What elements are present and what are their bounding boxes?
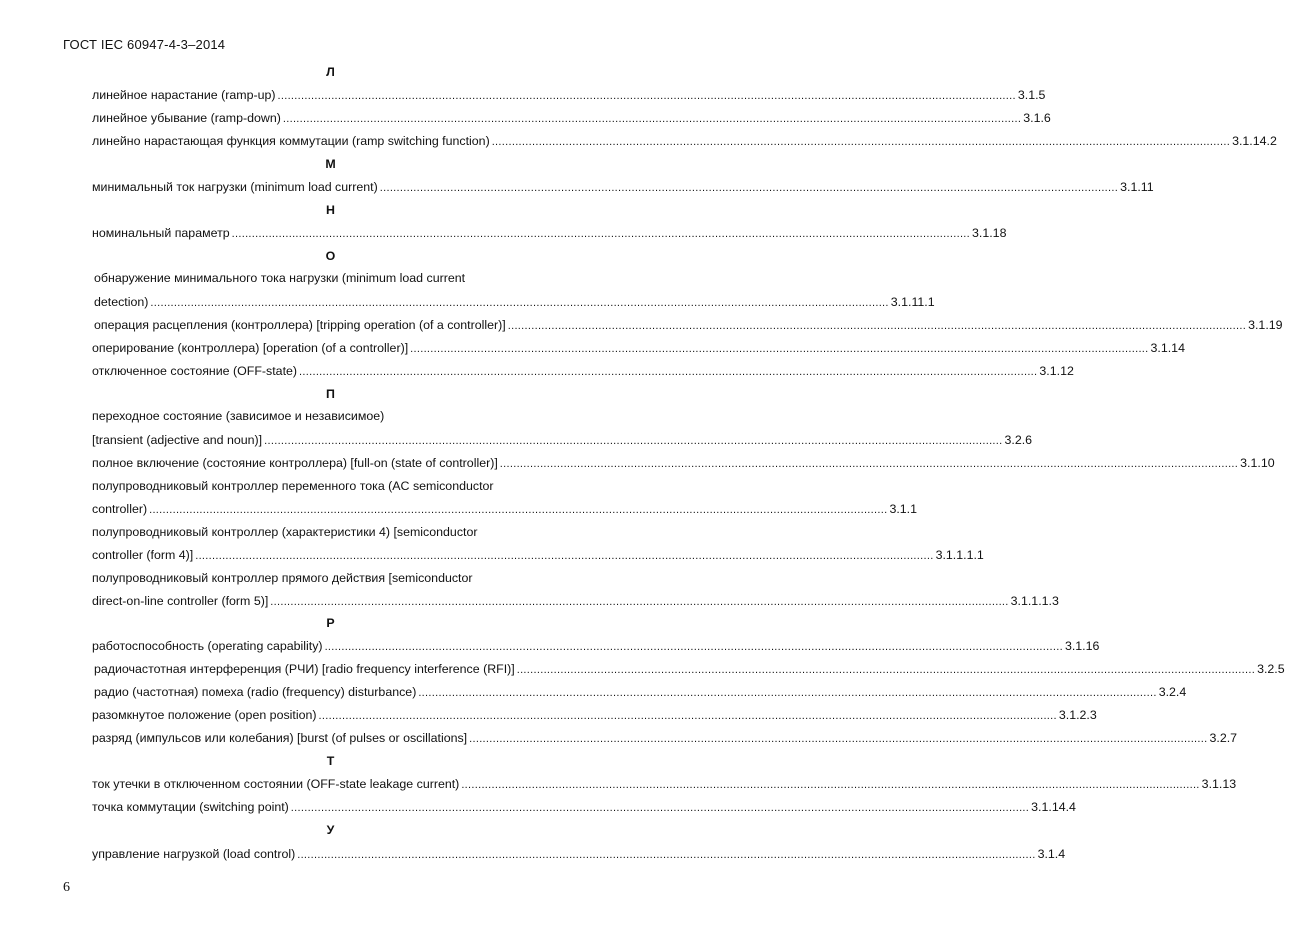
index-entry <box>92 638 1100 655</box>
index-entry <box>92 87 1046 104</box>
leader-dots: ............................................................................................................................................................................................................................ <box>491 136 1231 148</box>
index-entry <box>92 730 1238 747</box>
entry-ref: 3.2.7 <box>1209 731 1238 745</box>
entry-term: разряд (импульсов или колебания) [burst (of pulses or oscillations] <box>92 731 468 745</box>
leader-dots: ............................................................................................................................................................................................................................ <box>410 343 1149 355</box>
document-code-header: ГОСТ IEC 60947-4-3–2014 <box>63 37 226 52</box>
index-entry <box>92 133 1277 150</box>
entry-first-line: полупроводниковый контроллер переменного тока (AC semiconductor <box>92 479 494 493</box>
entry-term: полное включение (состояние контроллера) [full-on (state of controller)] <box>92 456 498 470</box>
entry-term: detection) <box>94 295 149 309</box>
entry-ref: 3.1.2.3 <box>1058 708 1097 722</box>
entry-ref: 3.1.19 <box>1248 318 1283 332</box>
leader-dots: ............................................................................................................................................................................................................................ <box>282 113 1022 125</box>
entry-ref: 3.1.12 <box>1039 364 1074 378</box>
index-entry <box>92 225 1007 242</box>
entry-ref: 3.1.5 <box>1017 88 1046 102</box>
leader-dots: ............................................................................................................................................................................................................................ <box>499 458 1239 470</box>
leader-dots: ............................................................................................................................................................................................................................ <box>469 733 1208 745</box>
section-letter: О <box>325 249 336 263</box>
section-letter: М <box>325 157 336 171</box>
leader-dots: ............................................................................................................................................................................................................................ <box>231 228 971 240</box>
leader-dots: ............................................................................................................................................................................................................................ <box>318 710 1057 722</box>
entry-term: линейно нарастающая функция коммутации (ramp switching function) <box>92 134 490 148</box>
entry-ref: 3.1.11.1 <box>890 295 935 309</box>
entry-term: минимальный ток нагрузки (minimum load current) <box>92 180 378 194</box>
leader-dots: ............................................................................................................................................................................................................................ <box>418 687 1157 699</box>
entry-term: радио (частотная) помеха (radio (frequency) disturbance) <box>94 685 417 699</box>
entry-term: разомкнутое положение (open position) <box>92 708 317 722</box>
entry-first-line: переходное состояние (зависимое и независимое) <box>92 409 385 423</box>
leader-dots: ............................................................................................................................................................................................................................ <box>299 366 1038 378</box>
index-entry <box>92 110 1051 127</box>
leader-dots: ............................................................................................................................................................................................................................ <box>379 182 1119 194</box>
index-entry <box>92 340 1185 357</box>
index-entry <box>94 294 935 311</box>
leader-dots: ............................................................................................................................................................................................................................ <box>270 596 1009 608</box>
entry-ref: 3.1.14.2 <box>1232 134 1277 148</box>
entry-term: controller) <box>92 502 148 516</box>
index-entry <box>92 776 1237 793</box>
section-letter: Н <box>326 203 335 217</box>
entry-ref: 3.1.18 <box>972 226 1007 240</box>
entry-ref: 3.2.4 <box>1158 685 1187 699</box>
section-letter: Т <box>326 754 335 768</box>
index-entry <box>92 432 1033 449</box>
entry-ref: 3.1.16 <box>1064 639 1100 653</box>
entry-ref: 3.2.5 <box>1257 662 1285 676</box>
entry-ref: 3.1.13 <box>1201 777 1237 791</box>
entry-ref: 3.1.10 <box>1240 456 1275 470</box>
leader-dots: ............................................................................................................................................................................................................................ <box>461 779 1200 791</box>
section-letter: У <box>326 823 335 837</box>
leader-dots: ............................................................................................................................................................................................................................ <box>277 90 1016 102</box>
leader-dots: ............................................................................................................................................................................................................................ <box>297 849 1036 861</box>
entry-term: [transient (adjective and noun)] <box>92 433 263 447</box>
leader-dots: ............................................................................................................................................................................................................................ <box>324 641 1063 653</box>
entry-ref: 3.1.6 <box>1023 111 1051 125</box>
page-number: 6 <box>63 880 70 895</box>
section-letter: П <box>326 387 335 401</box>
index-entry <box>92 846 1066 863</box>
entry-ref: 3.1.1.1.3 <box>1010 594 1059 608</box>
entry-ref: 3.2.6 <box>1004 433 1033 447</box>
leader-dots: ............................................................................................................................................................................................................................ <box>290 802 1030 814</box>
entry-term: радиочастотная интерференция (РЧИ) [radio frequency interference (RFI)] <box>94 662 515 676</box>
entry-ref: 3.1.11 <box>1120 180 1154 194</box>
index-entry <box>94 661 1285 678</box>
entry-term: номинальный параметр <box>92 226 230 240</box>
entry-ref: 3.1.4 <box>1037 847 1066 861</box>
entry-ref: 3.1.14 <box>1150 341 1185 355</box>
index-entry <box>92 501 918 518</box>
entry-term: операция расцепления (контроллера) [tripping operation (of a controller)] <box>94 318 506 332</box>
entry-term: controller (form 4)] <box>92 548 194 562</box>
entry-term: ток утечки в отключенном состоянии (OFF-state leakage current) <box>92 777 460 791</box>
entry-first-line: полупроводниковый контроллер (характеристики 4) [semiconductor <box>92 525 478 539</box>
entry-term: работоспособность (operating capability) <box>92 639 323 653</box>
leader-dots: ............................................................................................................................................................................................................................ <box>149 504 888 516</box>
index-entry <box>92 707 1097 724</box>
section-letter: Л <box>326 65 335 79</box>
index-entry <box>94 317 1283 334</box>
entry-term: оперирование (контроллера) [operation (of a controller)] <box>92 341 409 355</box>
entry-first-line: обнаружение минимального тока нагрузки (minimum load current <box>94 271 466 285</box>
index-entry <box>92 179 1154 196</box>
leader-dots: ............................................................................................................................................................................................................................ <box>195 550 934 562</box>
entry-term: direct-on-line controller (form 5)] <box>92 594 269 608</box>
section-letter: Р <box>326 616 335 630</box>
index-entry <box>92 593 1059 610</box>
entry-ref: 3.1.14.4 <box>1031 800 1076 814</box>
index-entry <box>92 547 984 564</box>
leader-dots: ............................................................................................................................................................................................................................ <box>516 664 1256 676</box>
entry-term: точка коммутации (switching point) <box>92 800 289 814</box>
entry-term: отключенное состояние (OFF-state) <box>92 364 298 378</box>
entry-term: линейное убывание (ramp-down) <box>92 111 281 125</box>
entry-ref: 3.1.1 <box>889 502 918 516</box>
entry-term: управление нагрузкой (load control) <box>92 847 296 861</box>
entry-term: линейное нарастание (ramp-up) <box>92 88 276 102</box>
index-entry <box>92 455 1275 472</box>
leader-dots: ............................................................................................................................................................................................................................ <box>264 435 1003 447</box>
leader-dots: ............................................................................................................................................................................................................................ <box>507 320 1247 332</box>
index-entry <box>92 363 1074 380</box>
entry-first-line: полупроводниковый контроллер прямого действия [semiconductor <box>92 571 473 585</box>
index-entry <box>94 684 1187 701</box>
entry-ref: 3.1.1.1.1 <box>935 548 984 562</box>
index-entry <box>92 799 1076 816</box>
leader-dots: ............................................................................................................................................................................................................................ <box>150 297 889 309</box>
